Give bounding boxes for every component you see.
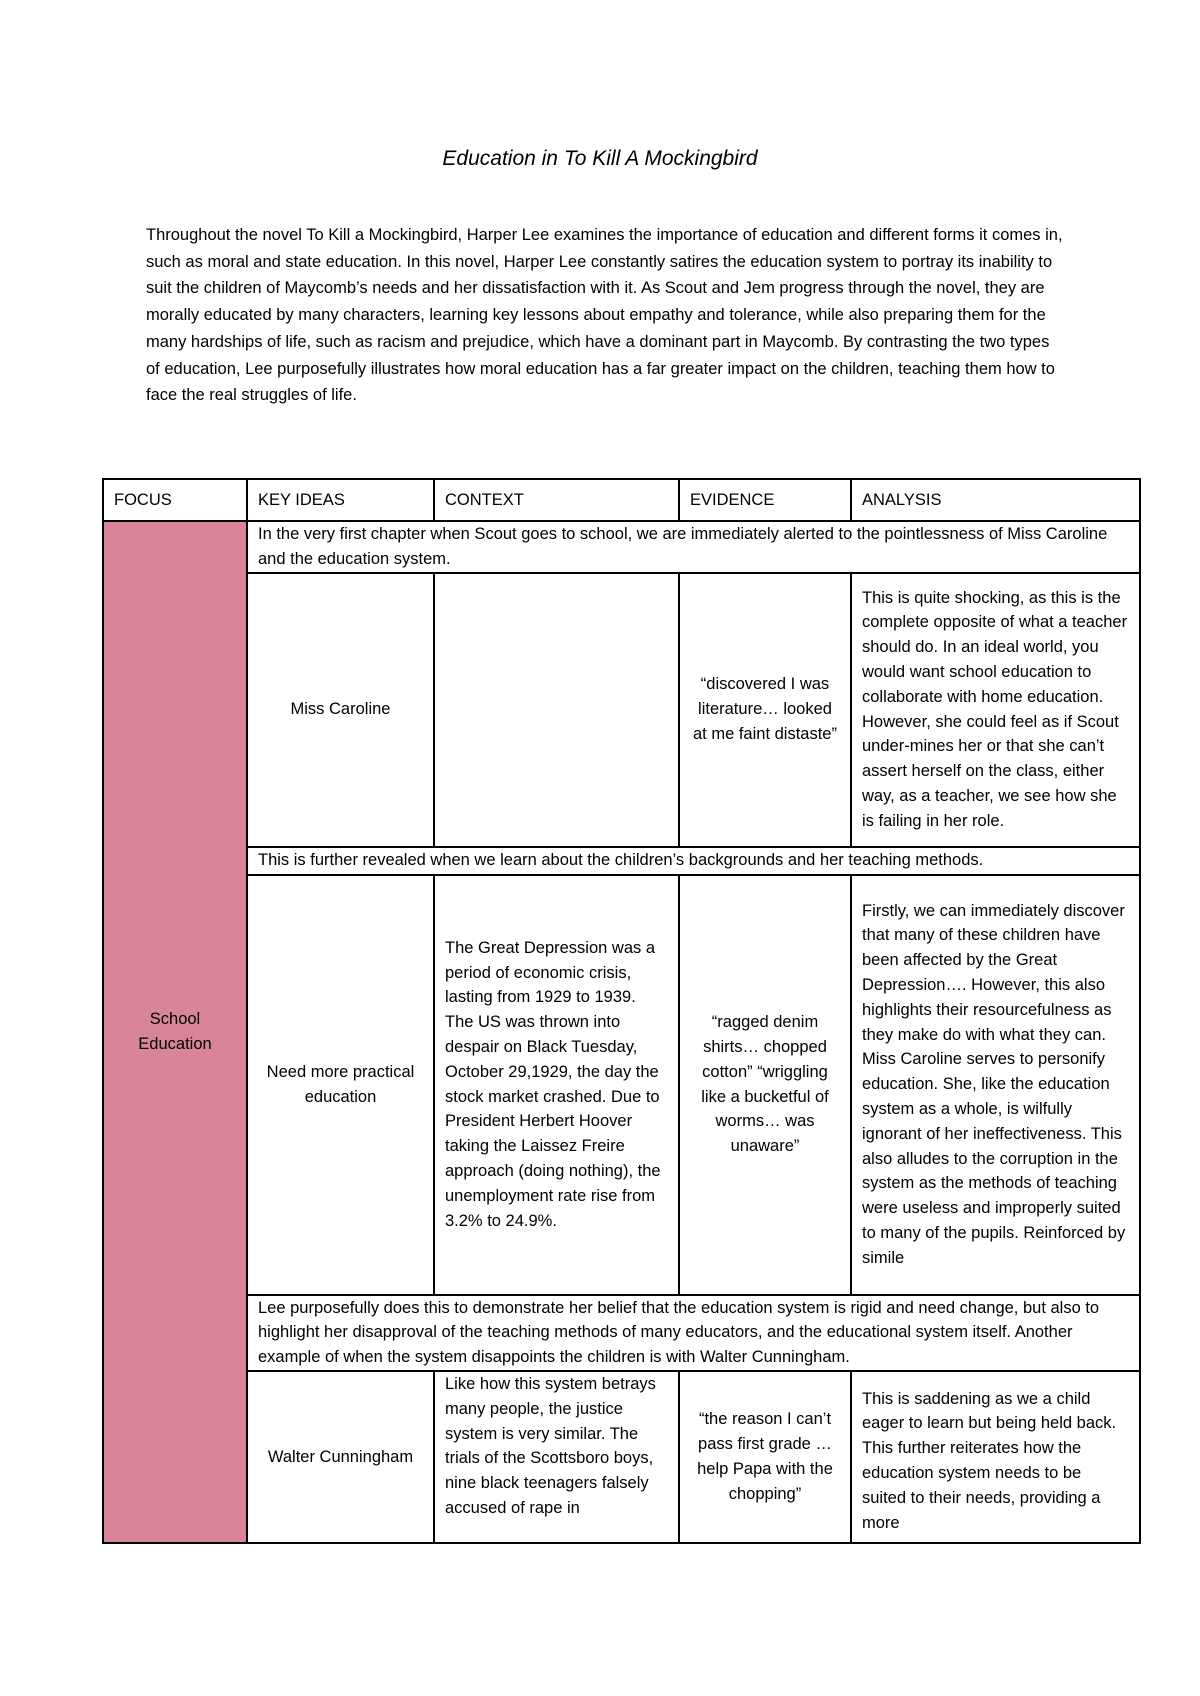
header-evidence: EVIDENCE <box>679 479 851 521</box>
evidence-cell: “the reason I can’t pass first grade … help Papa with the chopping” <box>679 1371 851 1543</box>
context-cell <box>434 573 679 847</box>
note-row <box>103 847 1140 875</box>
focus-cell <box>103 521 247 1543</box>
document-title: Education in To Kill A Mockingbird <box>442 147 758 170</box>
header-analysis: ANALYSIS <box>851 479 1140 521</box>
key-idea-cell: Need more practical education <box>247 875 434 1295</box>
context-cell: The Great Depression was a period of economic crisis, lasting from 1929 to 1939. The US was thrown into despair on Black Tuesday, October 29,1929, the day the stock market crashed. Due to President Herbert Hoover taking the Laissez Freire approach (doing nothing), the unemployment rate rise from 3.2% to 24.9%. <box>434 875 679 1295</box>
header-context: CONTEXT <box>434 479 679 521</box>
analysis-cell: Firstly, we can immediately discover that many of these children have been affected by the Great Depression…. However, this also highlights their resourcefulness as they make do with what they can. Miss Caroline serves to personify education. She, like the education system as a whole, is wilfully ignorant of her ineffectiveness. This also alludes to the corruption in the system as the methods of teaching were useless and improperly suited to many of the pupils. Reinforced by simile <box>851 875 1140 1295</box>
focus-label: School Education <box>138 1010 212 1053</box>
table-row <box>103 573 1140 847</box>
key-idea-cell: Walter Cunningham <box>247 1371 434 1543</box>
intro-paragraph: Throughout the novel To Kill a Mockingbird, Harper Lee examines the importance of education and different forms it comes in, such as moral and state education. In this novel, Harper Lee constantly satires the education system to portray its inability to suit the children of Maycomb’s needs and her dissatisfaction with it. As Scout and Jem progress through the novel, they are morally educated by many characters, learning key lessons about empathy and tolerance, while also preparing them for the many hardships of life, such as racism and prejudice, which have a dominant part in Maycomb. By contrasting the two types of education, Lee purposefully illustrates how moral education has a far greater impact on the children, teaching them how to face the real struggles of life. <box>146 226 1063 405</box>
focus-table <box>102 478 1141 1544</box>
note-row <box>103 1295 1140 1371</box>
evidence-cell: “ragged denim shirts… chopped cotton” “wriggling like a bucketful of worms… was unaware” <box>679 875 851 1295</box>
note-row <box>103 521 1140 573</box>
evidence-cell: “discovered I was literature… looked at me faint distaste” <box>679 573 851 847</box>
note-2: This is further revealed when we learn about the children’s backgrounds and her teaching methods. <box>247 847 1140 875</box>
analysis-cell: This is saddening as we a child eager to learn but being held back. This further reiterates how the education system needs to be suited to their needs, providing a more <box>851 1371 1140 1543</box>
note-3: Lee purposefully does this to demonstrate her belief that the education system is rigid and need change, but also to highlight her disapproval of the teaching methods of many educators, and the educational system itself. Another example of when the system disappoints the children is with Walter Cunningham. <box>247 1295 1140 1371</box>
context-cell: Like how this system betrays many people, the justice system is very similar. The trials of the Scottsboro boys, nine black teenagers falsely accused of rape in <box>434 1371 679 1543</box>
table-row <box>103 1371 1140 1543</box>
header-key-ideas: KEY IDEAS <box>247 479 434 521</box>
header-focus: FOCUS <box>103 479 247 521</box>
note-1: In the very first chapter when Scout goes to school, we are immediately alerted to the pointlessness of Miss Caroline and the education system. <box>247 521 1140 573</box>
key-idea-cell: Miss Caroline <box>247 573 434 847</box>
table-header-row <box>103 479 1140 521</box>
analysis-cell: This is quite shocking, as this is the complete opposite of what a teacher should do. In an ideal world, you would want school education to collaborate with home education. However, she could feel as if Scout under-mines her or that she can’t assert herself on the class, either way, as a teacher, we see how she is failing in her role. <box>851 573 1140 847</box>
table-row <box>103 875 1140 1295</box>
